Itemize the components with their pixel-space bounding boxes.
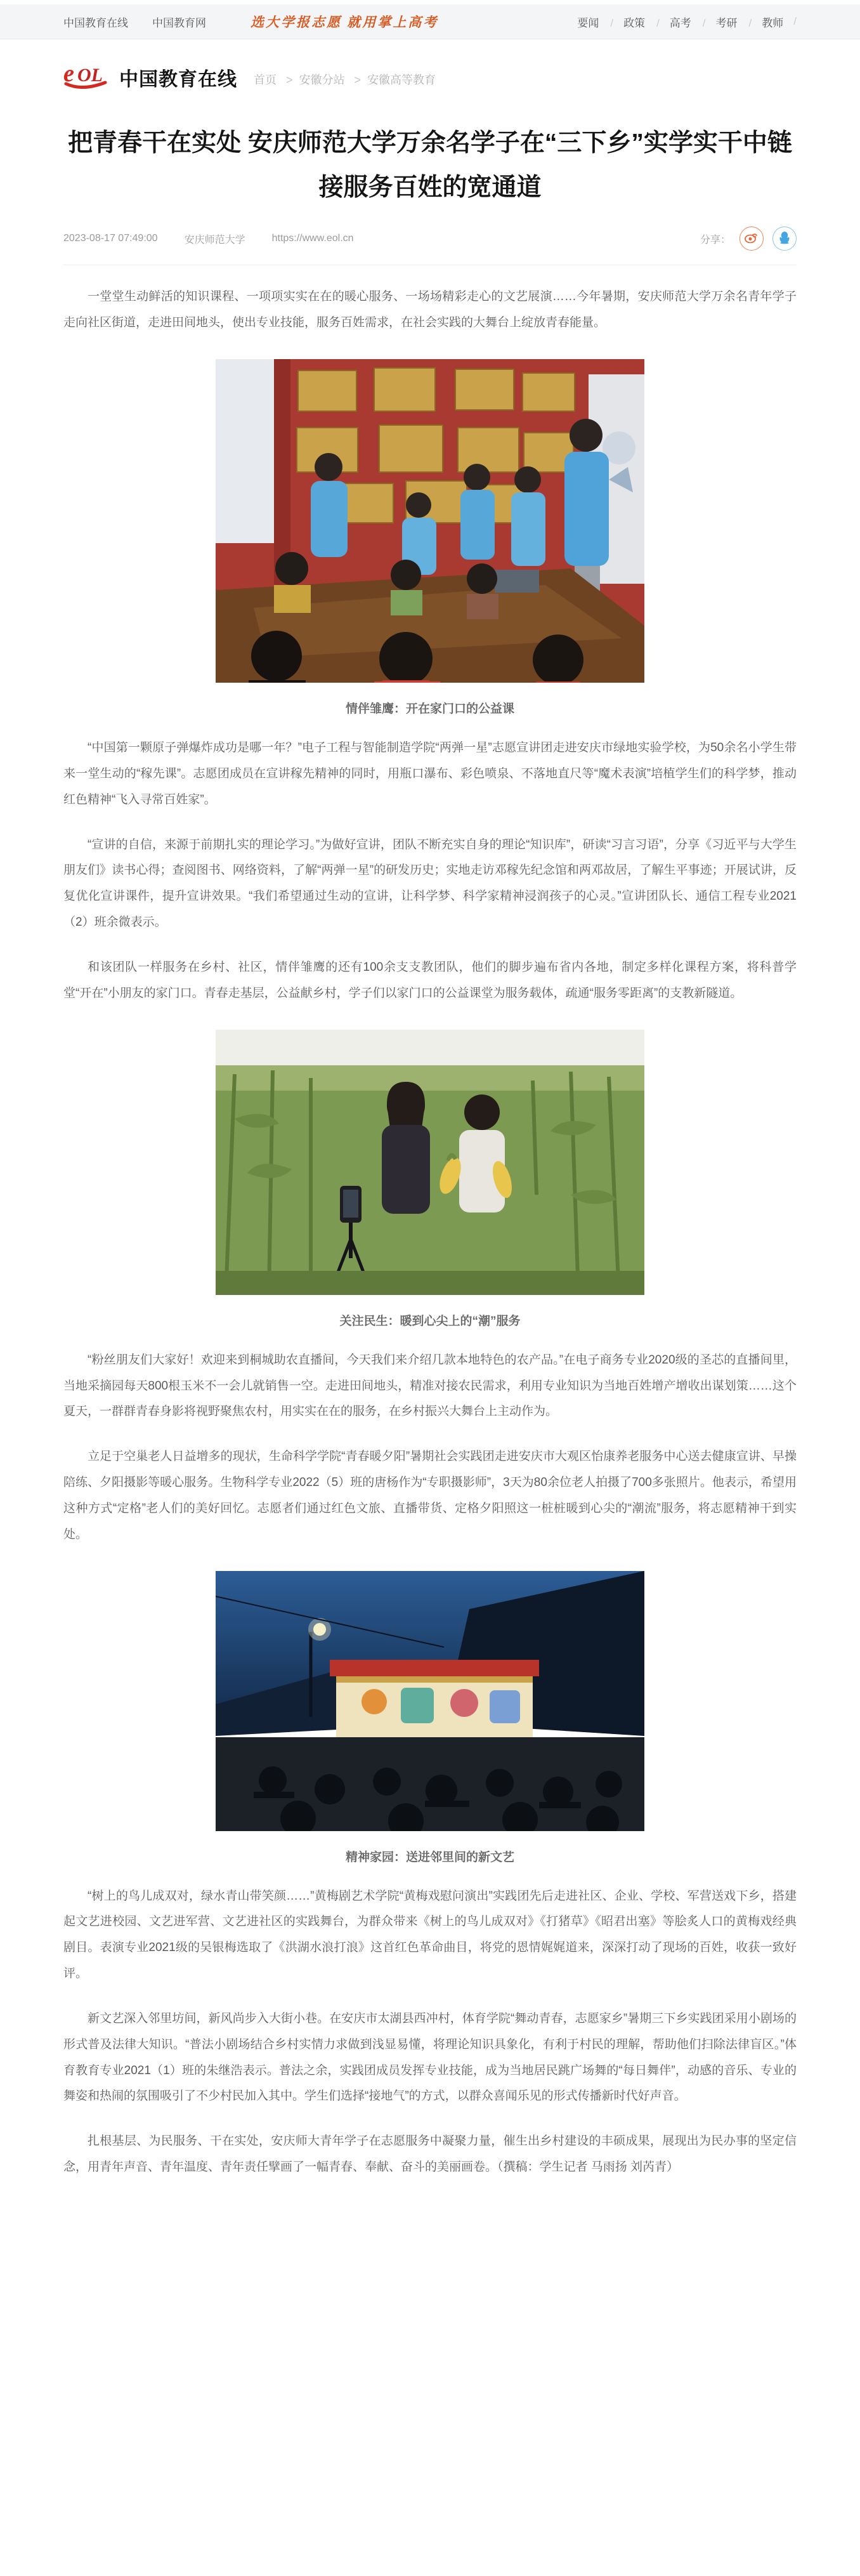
photo-night-opera-show	[216, 1571, 644, 1831]
article-paragraph: 扎根基层、为民服务、干在实处，安庆师大青年学子在志愿服务中凝聚力量，催生出乡村建设的丰硕成果，展现出为民办事的坚定信念，用青年声音、青年温度、青年责任擘画了一幅青春、奉献、奋斗的美丽画卷。（撰稿：学生记者 马雨扬 刘芮青）	[63, 2134, 797, 2174]
article-paragraph: “中国第一颗原子弹爆炸成功是哪一年？”电子工程与智能制造学院“两弹一星”志愿宣讲团走进安庆市绿地实验学校，为50余名小学生带来一堂生动的“稼先课”。志愿团成员在宣讲稼先精神的同时，用瓶口瀑布、彩色喷泉、不落地直尺等“魔术表演”培植学生们的科学梦，推动红色精神“飞入寻常百姓家”。	[63, 741, 797, 806]
nav-item-jiaoshi[interactable]: / 教师	[739, 14, 785, 30]
top-nav	[576, 14, 797, 30]
link-cn-edu-net[interactable]: 中国教育网	[152, 16, 206, 29]
photo-cornfield-livestream	[216, 1030, 644, 1295]
article-paragraph: “粉丝朋友们大家好！欢迎来到桐城助农直播间，今天我们来介绍几款本地特色的农产品。”在电子商务专业2020级的圣芯的直播间里，当地采摘园每天800根玉米不一会儿就销售一空。走进田间地头，精准对接农民需求，利用专业知识为当地百姓增产增收出谋划策……这个夏天，一群群青春身影将视野聚焦农村，用实实在在的服务，在乡村振兴大舞台上主动作为。	[63, 1353, 797, 1419]
figure-night-performance	[63, 1571, 797, 1865]
article-paragraph: 立足于空巢老人日益增多的现状，生命科学学院“青春暖夕阳”暑期社会实践团走进安庆市大观区怡康养老服务中心送去健康宣讲、早操陪练、夕阳摄影等暖心服务。生物科学专业2022（5）班的唐杨作为“专职摄影师”，3天为80余位老人拍摄了700多张照片。他表示，希望用这种方式“定格”老人们的美好回忆。志愿者们通过红色文旅、直播带货、定格夕阳照这一桩桩暖到心尖的“潮流”服务，将志愿精神干到实处。	[63, 1450, 797, 1541]
eol-logo[interactable]	[63, 61, 237, 93]
breadcrumb	[254, 67, 436, 88]
site-name: 中国教育在线	[119, 69, 237, 90]
page-title: 把青春干在实处 安庆师范大学万余名学子在“三下乡”实学实干中链接服务百姓的宽通道	[68, 129, 792, 202]
top-bar	[0, 4, 860, 39]
link-cn-edu-online[interactable]: 中国教育在线	[63, 16, 128, 29]
nav-item-gaokao[interactable]: / 高考	[646, 14, 693, 30]
figure-caption: 精神家园：送进邻里间的新文艺	[345, 1850, 514, 1864]
nav-item-zhengce[interactable]: / 政策	[600, 14, 646, 30]
figure-cornfield	[63, 1030, 797, 1329]
figure-caption: 关注民生：暖到心尖上的“潮”服务	[339, 1314, 521, 1328]
publish-date: 2023-08-17 07:49:00	[63, 233, 158, 244]
breadcrumb-anhui-higher-edu[interactable]: > 安徽高等教育	[348, 74, 436, 86]
article-meta	[63, 227, 797, 265]
nav-item-yaowen[interactable]: 要闻	[577, 16, 599, 29]
eol-logo-icon	[63, 61, 113, 93]
article-paragraph: 和该团队一样服务在乡村、社区，情伴雏鹰的还有100余支支教团队，他们的脚步遍布省内各地，制定多样化课程方案，将科普学堂“开在”小朋友的家门口。青春走基层，公益献乡村，学子们以家门口的公益课堂为服务载体，疏通“服务零距离”的支教新隧道。	[63, 960, 797, 1000]
share-label: 分享：	[700, 234, 731, 246]
photo-classroom-public-class	[216, 359, 644, 683]
article-paragraph: 新文艺深入邻里坊间，新风尚步入大街小巷。在安庆市太湖县西冲村，体育学院“舞动青春，志愿家乡”暑期三下乡实践团采用小剧场的形式普及法律大知识。“普法小剧场结合乡村实情力求做到浅显易懂，将理论知识具象化，有利于村民的理解，帮助他们扫除法律盲区。”体育教育专业2021（1）班的朱继浩表示。普法之余，实践团成员发挥专业技能，成为当地居民跳广场舞的“每日舞伴”，动感的音乐、专业的舞姿和热闹的氛围吸引了不少村民加入其中。学生们选择“接地气”的方式，以群众喜闻乐见的形式传播新时代好声音。	[63, 2011, 797, 2103]
share-qq-button[interactable]	[772, 227, 797, 251]
figure-caption: 情伴雏鹰：开在家门口的公益课	[345, 702, 514, 716]
breadcrumb-home[interactable]: 首页	[254, 73, 277, 86]
qq-icon	[779, 230, 790, 247]
article-paragraph: 一堂堂生动鲜活的知识课程、一项项实实在在的暖心服务、一场场精彩走心的文艺展演……今年暑期，安庆师范大学万余名青年学子走向社区街道，走进田间地头，使出专业技能，服务百姓需求，在社会实践的大舞台上绽放青春能量。	[63, 290, 797, 330]
share-weibo-button[interactable]	[739, 227, 764, 251]
site-header	[0, 39, 860, 105]
gaokao-slogan: 选大学报志愿 就用掌上高考	[251, 15, 439, 30]
weibo-icon	[745, 232, 759, 246]
breadcrumb-anhui[interactable]: > 安徽分站	[280, 74, 345, 86]
nav-item-kaoyan[interactable]: / 考研	[693, 14, 739, 30]
article-source: 安庆师范大学	[184, 234, 245, 246]
portal-links	[63, 14, 206, 30]
svg-text:OL: OL	[77, 65, 103, 86]
article-body	[63, 284, 797, 2231]
figure-classroom	[63, 359, 797, 716]
article-paragraph: “宣讲的自信，来源于前期扎实的理论学习。”为做好宣讲，团队不断充实自身的理论“知识库”，研读“习言习语”，分享《习近平与大学生朋友们》读书心得；查阅图书、网络资料，了解“两弹一星”的研发历史；实地走访邓稼先纪念馆和两邓故居，了解生平事迹；开展试讲，反复优化宣讲课件，提升宣讲效果。“我们希望通过生动的宣讲，让科学梦、科学家精神浸润孩子的心灵。”宣讲团队长、通信工程专业2021（2）班余微表示。	[63, 838, 797, 930]
source-url: https://www.eol.cn	[271, 233, 354, 244]
svg-text:e: e	[63, 61, 74, 87]
article-paragraph: “树上的鸟儿成双对，绿水青山带笑颜……”黄梅剧艺术学院“黄梅戏慰问演出”实践团先后走进社区、企业、学校、军营送戏下乡，搭建起文艺进校园、文艺进军营、文艺进社区的实践舞台，为群众带来《树上的鸟儿成双对》《打猪草》《昭君出塞》等脍炙人口的黄梅戏经典剧目。表演专业2021级的吴银梅选取了《洪湖水浪打浪》这首红色革命曲目，将党的恩情娓娓道来，深深打动了现场的百姓，收获一致好评。	[63, 1889, 797, 1981]
